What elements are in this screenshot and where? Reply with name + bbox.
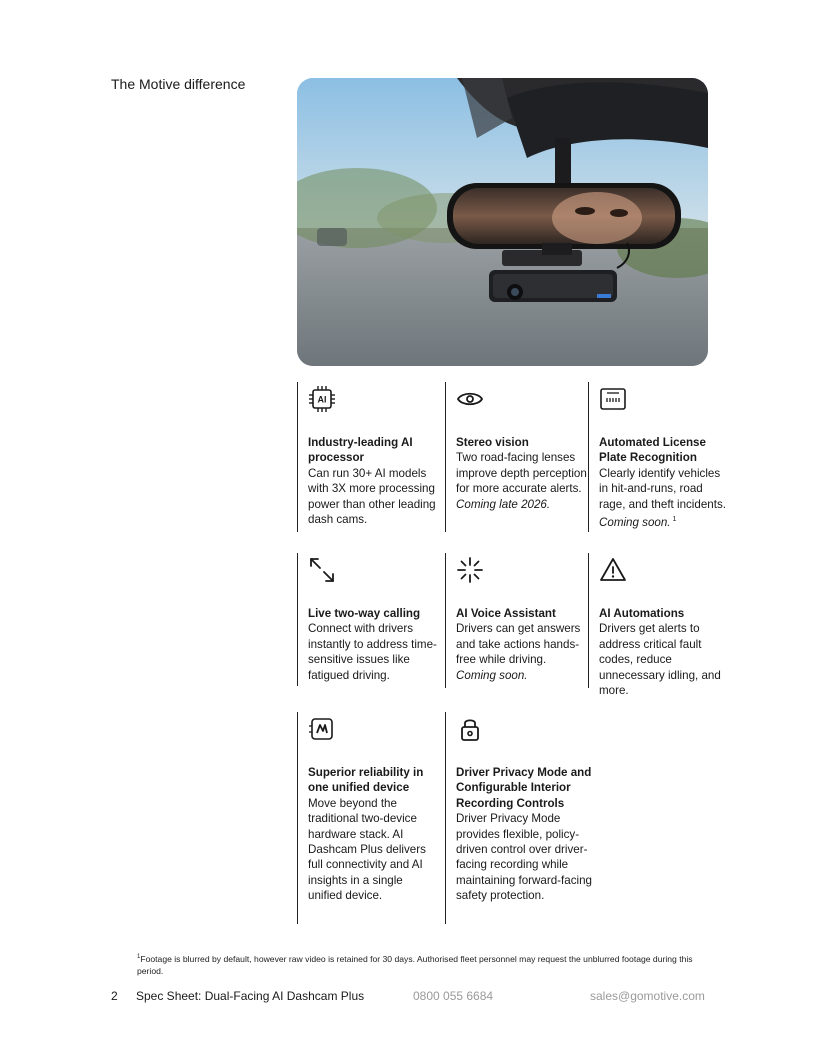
page-number: 2 bbox=[111, 989, 118, 1003]
ai-chip-icon bbox=[308, 385, 336, 413]
sparkle-icon bbox=[456, 556, 484, 584]
feature-description: Driver Privacy Mode provides flexible, policy-driven control over driver-facing recording while maintaining forward-facing safety protection. bbox=[456, 812, 592, 903]
feature-privacy-mode bbox=[445, 712, 596, 924]
feature-description: Can run 30+ AI models with 3X more processing power than other leading dash cams. bbox=[308, 466, 436, 527]
feature-ai-processor bbox=[297, 382, 440, 532]
feature-voice-assistant bbox=[445, 553, 588, 688]
email-link[interactable]: sales@gomotive.com bbox=[590, 989, 705, 1003]
feature-description: Drivers can get answers and take actions hands-free while driving. Coming soon. bbox=[456, 622, 581, 682]
feature-title: AI Voice Assistant bbox=[456, 607, 556, 620]
dashcam-photo bbox=[297, 78, 708, 366]
license-plate-icon bbox=[599, 385, 627, 413]
feature-title: Live two-way calling bbox=[308, 607, 421, 620]
feature-description: Connect with drivers instantly to address time-sensitive issues like fatigued driving. bbox=[308, 622, 437, 682]
feature-note: Coming soon. bbox=[456, 668, 528, 682]
feature-stereo-vision bbox=[445, 382, 588, 532]
document-title: Spec Sheet: Dual-Facing AI Dashcam Plus bbox=[136, 989, 365, 1003]
lock-icon bbox=[456, 715, 484, 743]
feature-description: Move beyond the traditional two-device hardware stack. AI Dashcam Plus delivers full connectivity and AI insights in a single unified device. bbox=[308, 796, 426, 903]
feature-unified-device bbox=[297, 712, 440, 924]
section-title: The Motive difference bbox=[111, 76, 246, 92]
feature-description: Two road-facing lenses improve depth perception for more accurate alerts. Coming late 2026. bbox=[456, 451, 587, 511]
feature-title: Stereo vision bbox=[456, 436, 529, 449]
footnote-number: 1 bbox=[137, 954, 141, 960]
feature-note: Coming late 2026. bbox=[456, 497, 551, 511]
feature-note: Coming soon. bbox=[599, 515, 671, 529]
footnote bbox=[137, 951, 707, 977]
feature-title: Superior reliability in one unified device bbox=[308, 766, 424, 795]
phone-number[interactable]: 0800 055 6684 bbox=[413, 989, 494, 1003]
feature-ai-automations bbox=[588, 553, 731, 698]
footnote-text: Footage is blurred by default, however raw video is retained for 30 days. Authorised fleet personnel may request the unblurred footage during this period. bbox=[137, 953, 693, 976]
svg-text:AI: AI bbox=[317, 394, 327, 405]
feature-title: Automated License Plate Recognition bbox=[599, 436, 706, 465]
two-way-arrows-icon bbox=[308, 556, 336, 584]
motive-device-icon bbox=[308, 715, 336, 743]
feature-description: Clearly identify vehicles in hit-and-runs, road rage, and theft incidents. Coming soon. $^1$ bbox=[599, 466, 726, 529]
feature-title: Driver Privacy Mode and Configurable Interior Recording Controls bbox=[456, 766, 592, 810]
feature-title: AI Automations bbox=[599, 607, 685, 620]
feature-license-plate bbox=[588, 382, 731, 532]
footnote-marker: 1 bbox=[672, 516, 677, 524]
warning-icon bbox=[599, 556, 627, 584]
eye-icon bbox=[456, 385, 484, 413]
feature-title: Industry-leading AI processor bbox=[308, 436, 413, 465]
feature-two-way-calling bbox=[297, 553, 440, 686]
feature-description: Drivers get alerts to address critical fault codes, reduce unnecessary idling, and more. bbox=[599, 622, 721, 698]
